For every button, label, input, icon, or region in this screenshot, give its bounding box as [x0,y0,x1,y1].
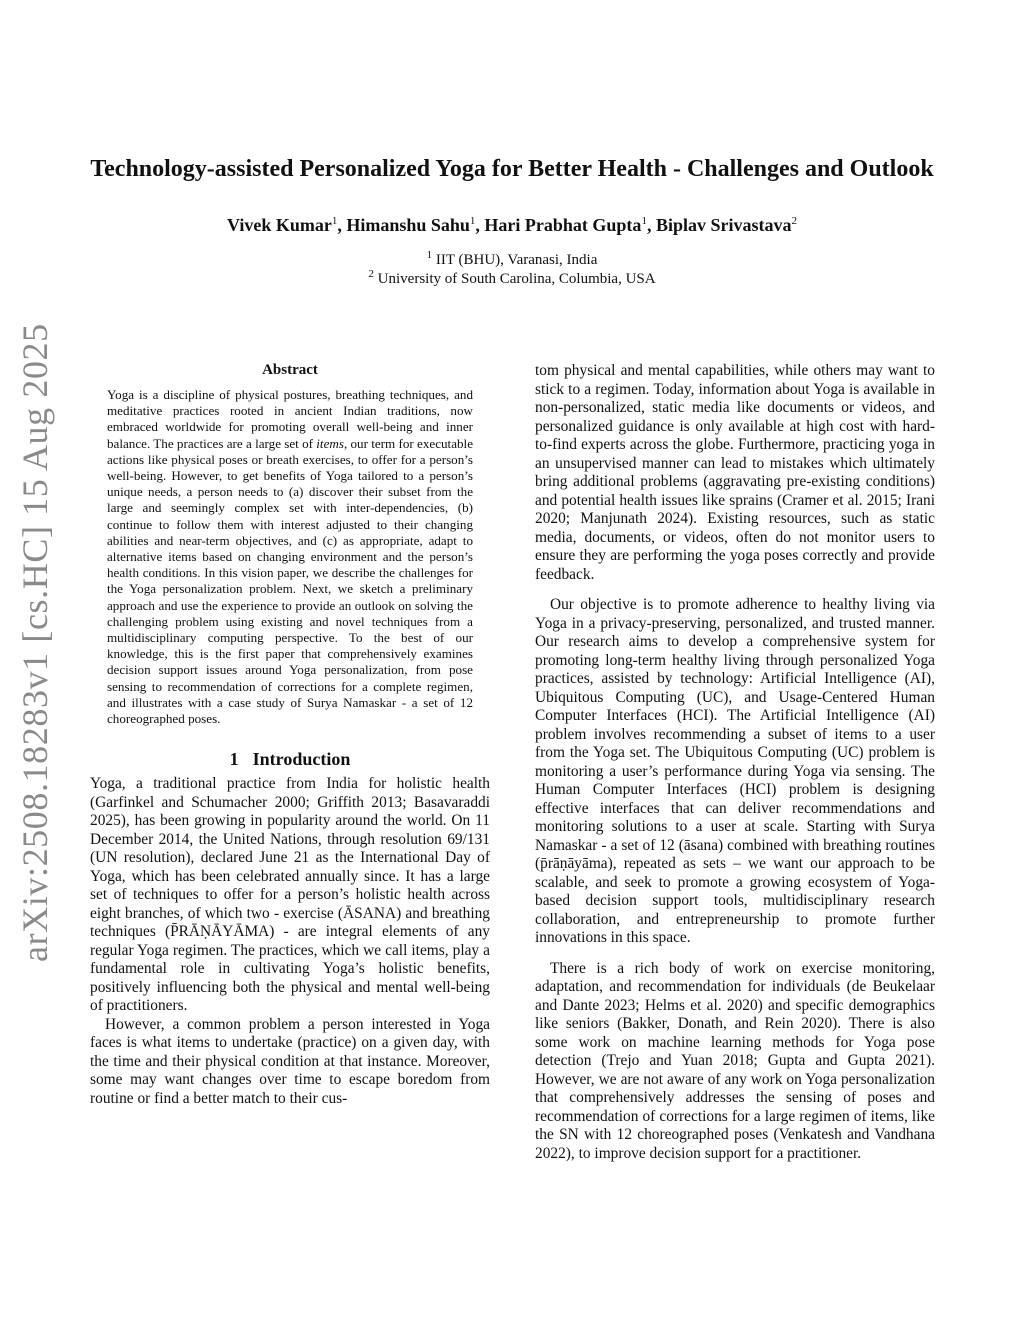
affiliation [60,268,964,288]
author-affiliation-mark: 2 [791,215,797,227]
affiliation-number: 2 [368,268,374,280]
affiliation-number: 1 [426,249,433,261]
body-paragraph: tom physical and mental capabilities, while others may want to stick to a regimen. Today, information about Yoga is available in non-personalized, static media like documents or videos, and personalized guidance is only available at high cost with hard-to-find experts across the globe. Furthermore, practicing yoga in an unsupervised manner can lead to mistakes which ultimately bring additional problems (aggravating pre-existing conditions) and potential health issues like sprains (Cramer et al. 2015; Irani 2020; Manjunath 2024). Existing resources, such as static media, documents, or videos, often do not monitor users to ensure they are performing the yoga poses correctly and provide feedback. [535,362,935,583]
affiliation-text: University of South Carolina, Columbia, USA [377,271,656,287]
body-paragraph: There is a rich body of work on exercise monitoring, adaptation, and recommendation for individuals (de Beukelaar and Dante 2023; Helms et al. 2020) and specific demographics like seniors (Bakker, Donath, and Rein 2020). There is also some work on machine learning methods for Yoga pose detection (Trejo and Yuan 2018; Gupta and Gupta 2021). However, we are not aware of any work on Yoga personalization that comprehensively addresses the sensing of poses and recommendation of corrections for a large regimen of items, like the SN with 12 choreographed poses (Venkatesh and Vandhana 2022), to improve decision support for a practitioner. [535,959,935,1162]
right-column [535,362,935,1163]
author-name: Vivek Kumar [227,215,332,235]
arxiv-identifier[interactable]: arXiv:2508.18283v1 [cs.HC] 15 Aug 2025 [15,323,55,962]
author-name: Himanshu Sahu [346,215,470,235]
paper-title: Technology-assisted Personalized Yoga for Better Health - Challenges and Outlook [90,156,934,182]
section-title: Introduction [252,749,351,770]
author-affiliation-mark: 1 [469,215,476,227]
author-name: Biplav Srivastava [655,215,792,235]
italic-term: items [316,435,344,451]
affiliation [60,249,964,269]
abstract-heading: Abstract [262,362,318,378]
body-paragraph: Yoga, a traditional practice from India for holistic health (Garfinkel and Schumacher 2000; Griffith 2013; Basavaraddi 2025), has been growing in popularity around the world. On 11 December 2014, the United Nations, through resolution 69/131 (UN resolution), declared June 21 as the International Day of Yoga, which has been celebrated annually since. It has a large set of techniques to offer for a person’s holistic health across eight branches, of which two - exercise (ĀSANA) and breathing techniques (P̄RĀṆĀYĀMA) - are integral elements of any regular Yoga regimen. The practices, which we call items, play a fundamental role in cultivating Yoga’s holistic benefits, positively influencing both the physical and mental well-being of practitioners. [90,775,490,1015]
section-number: 1 [229,749,239,770]
author-name: Hari Prabhat Gupta [484,215,642,235]
left-column [90,362,490,1108]
section-heading [90,749,490,770]
author-affiliation-mark: 1 [641,215,647,227]
author-affiliation-mark: 1 [331,215,338,227]
affiliation-text: IIT (BHU), Varanasi, India [435,252,598,268]
abstract-text: Yoga is a discipline of physical postures, breathing techniques, and meditative practices rooted in ancient Indian traditions, now embraced worldwide for promoting overall well-being and inner balance. The practices are a large set of items, our term for executable actions like physical poses or breath exercises, to offer for a person’s well-being. However, to get benefits of Yoga tailored to a person’s unique needs, a person needs to (a) discover their subset from the large and seemingly complex set with inter-dependencies, (b) continue to follow them with interest adjusted to their changing abilities and near-term objectives, and (c) as appropriate, adapt to alternative items based on changing environment and the person’s health conditions. In this vision paper, we describe the challenges for the Yoga personalization problem. Next, we sketch a preliminary approach and use the experience to provide an outlook on solving the challenging problem using existing and novel techniques from a multidisciplinary computing perspective. To the best of our knowledge, this is the first paper that comprehensively examines decision support issues around Yoga personalization, from pose sensing to recommendation of corrections for a complete regimen, and illustrates with a case study of Surya Namaskar - a set of 12 choreographed poses. [107,387,474,727]
author-list: Vivek Kumar$^1$, Himanshu Sahu$^1$, Hari Prabhat Gupta$^1$, Biplav Srivastava$^2$ [227,215,797,235]
body-paragraph: However, a common problem a person interested in Yoga faces is what items to undertake (practice) on a given day, with the time and their physical condition at that instance. Moreover, some may want changes over time to escape boredom from routine or find a better match to their cus- [90,1015,490,1107]
body-paragraph: Our objective is to promote adherence to healthy living via Yoga in a privacy-preserving, personalized, and trusted manner. Our research aims to develop a comprehensive system for promoting long-term healthy living through personalized Yoga practices, assisted by technology: Artificial Intelligence (AI), Ubiquitous Computing (UC), and Usage-Centered Human Computer Interfaces (HCI). The Artificial Intelligence (AI) problem involves recommending a subset of items to a user from the Yoga set. The Ubiquitous Computing (UC) problem is monitoring a user’s performance during Yoga via sensing. The Human Computer Interfaces (HCI) problem is designing effective interfaces that can deliver recommendations and monitoring solutions to a user at scale. Starting with Surya Namaskar - a set of 12 (āsana) combined with breathing routines (p̄rāṇāyāma), repeated as sets – we want our approach to be scalable, and seek to promote a growing ecosystem of Yoga-based decision support tools, multidisciplinary research collaboration, and entrepreneurship to promote further innovations in this space. [535,596,935,946]
